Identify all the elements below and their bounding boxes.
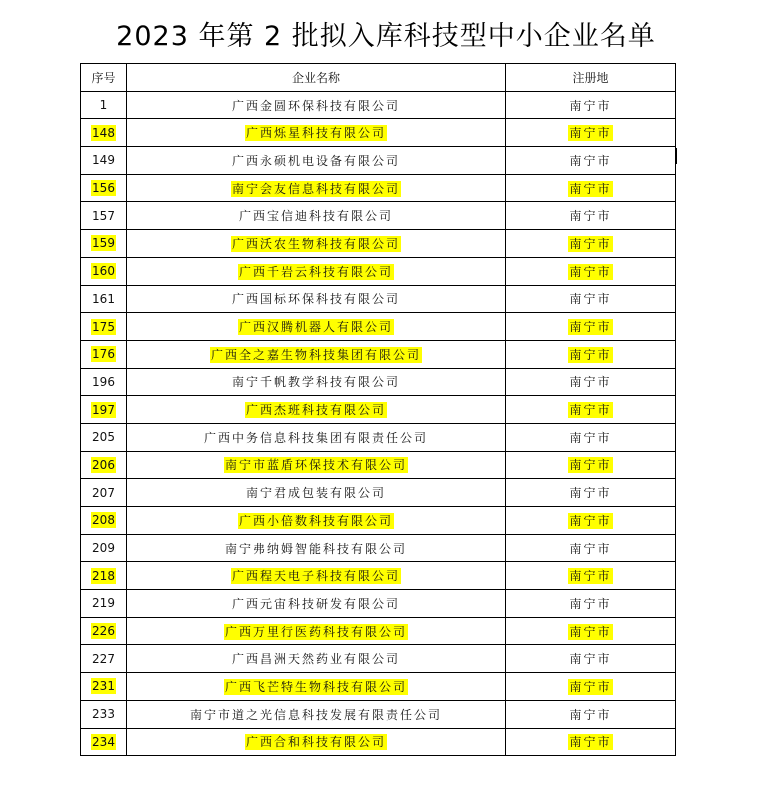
row-serial-cell: 1: [99, 98, 108, 113]
row-serial-cell: 157: [92, 208, 115, 223]
row-registered-place-cell: [506, 91, 676, 119]
row-serial-cell-cell: [81, 313, 127, 341]
row-registered-place: 南宁市: [569, 652, 612, 667]
table-row: [81, 91, 676, 119]
row-serial-cell-cell: [81, 91, 127, 119]
row-company-name-cell: [127, 673, 506, 701]
row-registered-place: 南宁市: [569, 98, 612, 113]
row-company-name: 南宁君成包装有限公司: [245, 486, 386, 501]
row-company-name: 广西金圆环保科技有限公司: [231, 98, 400, 113]
row-serial-cell-cell: [81, 728, 127, 756]
company-table: [80, 63, 676, 756]
row-company-name: 广西宝信迪科技有限公司: [238, 209, 393, 224]
row-serial-cell: 218: [92, 568, 115, 583]
row-registered-place-cell: [506, 230, 676, 258]
row-serial-cell: 159: [92, 236, 115, 251]
row-registered-place-cell: [506, 313, 676, 341]
row-registered-place-cell: [506, 147, 676, 175]
row-registered-place-cell: [506, 562, 676, 590]
row-serial-cell-cell: [81, 534, 127, 562]
row-serial-cell-cell: [81, 700, 127, 728]
row-registered-place-cell: [506, 617, 676, 645]
row-company-name: 广西汉腾机器人有限公司: [238, 320, 393, 335]
row-company-name: 广西沃农生物科技有限公司: [231, 236, 400, 251]
row-company-name-cell: [127, 202, 506, 230]
row-serial-cell-cell: [81, 119, 127, 147]
row-registered-place-cell: [506, 202, 676, 230]
row-serial-cell: 196: [92, 374, 115, 389]
row-registered-place-cell: [506, 645, 676, 673]
row-registered-place-cell: [506, 396, 676, 424]
table-header-row: [81, 64, 676, 92]
row-registered-place: 南宁市: [569, 513, 612, 528]
row-company-name: 广西烁星科技有限公司: [245, 126, 386, 141]
row-registered-place: 南宁市: [569, 430, 612, 445]
text-cursor: [675, 148, 677, 164]
row-registered-place: 南宁市: [569, 569, 612, 584]
row-serial-cell-cell: [81, 423, 127, 451]
table-row: [81, 230, 676, 258]
row-company-name-cell: [127, 479, 506, 507]
row-registered-place: 南宁市: [569, 403, 612, 418]
row-serial-cell: 231: [92, 679, 115, 694]
row-company-name: 广西合和科技有限公司: [245, 735, 386, 750]
row-company-name-cell: [127, 230, 506, 258]
row-company-name: 广西元宙科技研发有限公司: [231, 596, 400, 611]
row-company-name: 南宁千帆教学科技有限公司: [231, 375, 400, 390]
row-registered-place: 南宁市: [569, 264, 612, 279]
row-registered-place-cell: [506, 534, 676, 562]
row-registered-place-cell: [506, 673, 676, 701]
row-registered-place: 南宁市: [569, 126, 612, 141]
row-company-name: 广西中务信息科技集团有限责任公司: [203, 430, 428, 445]
row-serial-cell: 175: [92, 319, 115, 334]
table-row: [81, 728, 676, 756]
row-serial-cell-cell: [81, 285, 127, 313]
row-company-name-cell: [127, 340, 506, 368]
table-row: [81, 451, 676, 479]
row-serial-cell-cell: [81, 147, 127, 175]
row-serial-cell: 233: [92, 707, 115, 722]
row-registered-place: 南宁市: [569, 735, 612, 750]
table-row: [81, 423, 676, 451]
row-serial-cell-cell: [81, 174, 127, 202]
row-serial-cell-cell: [81, 562, 127, 590]
table-row: [81, 507, 676, 535]
row-serial-cell: 227: [92, 651, 115, 666]
table-row: [81, 285, 676, 313]
row-registered-place-cell: [506, 340, 676, 368]
table-row: [81, 313, 676, 341]
row-company-name-cell: [127, 534, 506, 562]
header-company-name: 企业名称: [127, 64, 506, 92]
row-registered-place: 南宁市: [569, 347, 612, 362]
table-row: [81, 368, 676, 396]
table-row: [81, 340, 676, 368]
row-serial-cell: 176: [92, 347, 115, 362]
header-serial: 序号: [81, 64, 127, 92]
row-registered-place: 南宁市: [569, 236, 612, 251]
row-serial-cell: 209: [92, 541, 115, 556]
row-serial-cell-cell: [81, 479, 127, 507]
row-registered-place: 南宁市: [569, 320, 612, 335]
row-serial-cell: 234: [92, 734, 115, 749]
row-serial-cell-cell: [81, 368, 127, 396]
row-serial-cell-cell: [81, 617, 127, 645]
row-serial-cell: 197: [92, 402, 115, 417]
row-company-name: 广西程天电子科技有限公司: [231, 569, 400, 584]
row-company-name-cell: [127, 617, 506, 645]
table-row: [81, 534, 676, 562]
table-row: [81, 174, 676, 202]
row-serial-cell: 149: [92, 153, 115, 168]
row-company-name-cell: [127, 285, 506, 313]
row-registered-place: 南宁市: [569, 679, 612, 694]
row-company-name: 广西国标环保科技有限公司: [231, 292, 400, 307]
row-registered-place-cell: [506, 257, 676, 285]
row-registered-place-cell: [506, 590, 676, 618]
table-row: [81, 119, 676, 147]
row-registered-place-cell: [506, 700, 676, 728]
row-company-name-cell: [127, 590, 506, 618]
row-serial-cell-cell: [81, 340, 127, 368]
row-company-name-cell: [127, 700, 506, 728]
row-company-name-cell: [127, 396, 506, 424]
row-company-name-cell: [127, 728, 506, 756]
table-row: [81, 590, 676, 618]
row-registered-place-cell: [506, 368, 676, 396]
row-company-name: 南宁市蓝盾环保技术有限公司: [224, 458, 407, 473]
row-registered-place: 南宁市: [569, 181, 612, 196]
row-company-name: 广西千岩云科技有限公司: [238, 264, 393, 279]
header-registered-place: 注册地: [506, 64, 676, 92]
row-company-name-cell: [127, 423, 506, 451]
row-serial-cell: 207: [92, 485, 115, 500]
row-company-name-cell: [127, 507, 506, 535]
row-serial-cell-cell: [81, 257, 127, 285]
row-registered-place-cell: [506, 119, 676, 147]
row-company-name: 广西昌洲天然药业有限公司: [231, 652, 400, 667]
table-body: [81, 91, 676, 756]
table-row: [81, 479, 676, 507]
row-registered-place-cell: [506, 174, 676, 202]
row-serial-cell: 160: [92, 264, 115, 279]
row-serial-cell-cell: [81, 396, 127, 424]
row-company-name-cell: [127, 257, 506, 285]
row-company-name-cell: [127, 174, 506, 202]
table-row: [81, 617, 676, 645]
table-row: [81, 257, 676, 285]
row-company-name-cell: [127, 91, 506, 119]
row-serial-cell-cell: [81, 590, 127, 618]
row-company-name-cell: [127, 313, 506, 341]
row-company-name: 广西小倍数科技有限公司: [238, 513, 393, 528]
row-company-name-cell: [127, 147, 506, 175]
row-registered-place-cell: [506, 285, 676, 313]
row-registered-place-cell: [506, 423, 676, 451]
table-row: [81, 700, 676, 728]
row-serial-cell-cell: [81, 451, 127, 479]
table-row: [81, 562, 676, 590]
row-serial-cell: 148: [92, 125, 115, 140]
table-row: [81, 202, 676, 230]
row-company-name-cell: [127, 368, 506, 396]
table-row: [81, 147, 676, 175]
row-company-name: 广西永硕机电设备有限公司: [231, 153, 400, 168]
document-title: 2023 年第 2 批拟入库科技型中小企业名单: [116, 21, 656, 52]
row-registered-place: 南宁市: [569, 486, 612, 501]
row-company-name: 广西飞芒特生物科技有限公司: [224, 679, 407, 694]
row-registered-place: 南宁市: [569, 596, 612, 611]
row-registered-place: 南宁市: [569, 209, 612, 224]
row-registered-place: 南宁市: [569, 375, 612, 390]
row-serial-cell-cell: [81, 645, 127, 673]
row-serial-cell-cell: [81, 507, 127, 535]
row-company-name-cell: [127, 451, 506, 479]
table-row: [81, 673, 676, 701]
row-serial-cell-cell: [81, 230, 127, 258]
row-serial-cell: 205: [92, 430, 115, 445]
row-serial-cell-cell: [81, 673, 127, 701]
row-company-name: 广西万里行医药科技有限公司: [224, 624, 407, 639]
row-serial-cell: 226: [92, 624, 115, 639]
row-registered-place: 南宁市: [569, 624, 612, 639]
table-row: [81, 396, 676, 424]
row-registered-place: 南宁市: [569, 707, 612, 722]
row-registered-place: 南宁市: [569, 458, 612, 473]
row-registered-place-cell: [506, 728, 676, 756]
row-company-name-cell: [127, 562, 506, 590]
row-registered-place: 南宁市: [569, 153, 612, 168]
row-serial-cell-cell: [81, 202, 127, 230]
row-company-name-cell: [127, 119, 506, 147]
row-serial-cell: 206: [92, 457, 115, 472]
row-company-name: 广西杰班科技有限公司: [245, 403, 386, 418]
row-registered-place-cell: [506, 479, 676, 507]
row-serial-cell: 161: [92, 291, 115, 306]
row-company-name: 广西全之嘉生物科技集团有限公司: [210, 347, 421, 362]
table-row: [81, 645, 676, 673]
row-serial-cell: 219: [92, 596, 115, 611]
row-registered-place-cell: [506, 451, 676, 479]
row-company-name: 南宁会友信息科技有限公司: [231, 181, 400, 196]
row-serial-cell: 208: [92, 513, 115, 528]
row-registered-place: 南宁市: [569, 292, 612, 307]
row-serial-cell: 156: [92, 181, 115, 196]
row-company-name-cell: [127, 645, 506, 673]
row-company-name: 南宁市道之光信息科技发展有限责任公司: [189, 707, 442, 722]
row-company-name: 南宁弗纳姆智能科技有限公司: [224, 541, 407, 556]
row-registered-place-cell: [506, 507, 676, 535]
row-registered-place: 南宁市: [569, 541, 612, 556]
